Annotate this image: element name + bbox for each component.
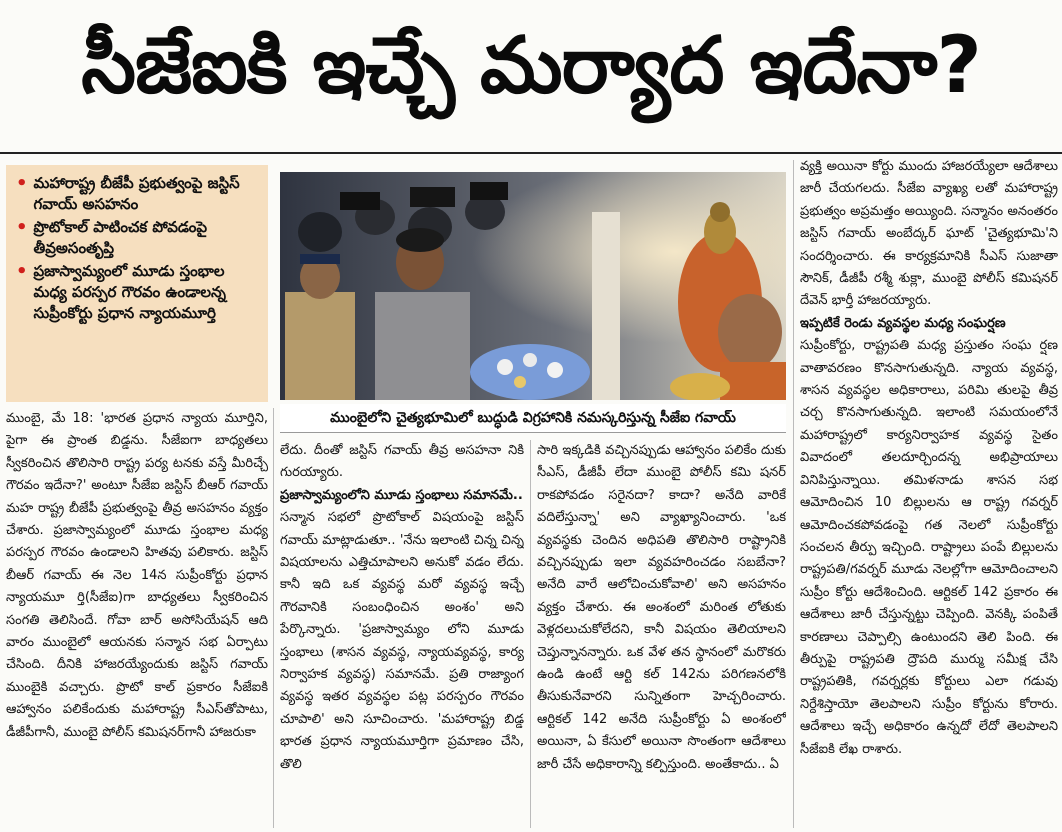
bullet-icon: • [16, 173, 28, 194]
article-column-4 [800, 156, 1058, 830]
column-divider [273, 408, 274, 828]
article-column-1 [6, 408, 268, 830]
article-paragraph: లేదు. దీంతో జస్టిస్ గవాయ్ తీవ్ర అసహనా నికి గురయ్యారు. [280, 443, 524, 481]
photo-caption: ముంబైలోని చైత్యభూమిలో బుద్ధుడి విగ్రహానికి నమస్కరిస్తున్న సీజేఐ గవాయ్ [280, 404, 786, 433]
column-divider [793, 160, 794, 828]
article-paragraph: సారి ఇక్కడికి వచ్చినప్పుడు ఆహ్వానం పలికేం దుకు సీఎస్, డీజీపీ లేదా ముంబై పోలీస్ కమి షనర్ రాకపోవడం సరైనదా? కాదా? అనేది వారికే వదిలేస్తున్నా' అని వ్యాఖ్యానించారు. 'ఒక వ్యవస్థకు చెందిన అధిపతి తొలిసారి రాష్ట్రానికి వచ్చినప్పుడు ఇలా వ్యవహరించడం సబబేనా? అనేది వారే ఆలోచించుకోవాలి' అని అసహనం వ్యక్తం చేశారు. ఈ అంశంలో మరింత లోతుకు వెళ్లదలుచుకోలేదని, కానీ విషయం తెలియాలని చెప్తున్నానన్నారు. ఒక వేళ తన స్థానంలో మరొకరు ఉండి ఉంటే ఆర్టి కల్ 142ను పరిగణనలోకి తీసుకునేవారని సున్నితంగా హెచ్చరించారు. ఆర్టికల్ 142 అనేది సుప్రీంకోర్టు ఏ అంశంలో అయినా, ఏ కేసులో అయినా సొంతంగా ఆదేశాలు జారీ చేసే అధికారాన్ని కల్పిస్తుంది. అంతేకాదు.. ఏ [537, 443, 786, 772]
highlight-item [16, 261, 260, 324]
article-paragraph: సుప్రీంకోర్టు, రాష్ట్రపతి మధ్య ప్రస్తుతం సంఘ ర్షణ వాతావరణం కొనసాగుతున్నది. న్యాయ వ్యవస్థ, శాసన వ్యవస్థల అధికారాలు, పరిమి తులపై తీవ్ర చర్చ కొనసాగుతున్నది. ఇలాంటి సమయంలోనే మహారాష్ట్రలో కార్యనిర్వాహక వ్యవస్థ సైతం వివాదంలో తలదూర్చిందన్న అభిప్రాయాలు వినిపిస్తున్నాయి. తమిళనాడు శాసన సభ ఆమోదించిన 10 బిల్లులను ఆ రాష్ట్ర గవర్నర్ ఆమోదించకపోవడంపై గత నెలలో సుప్రీంకోర్టు సంచలన తీర్పు ఇచ్చింది. రాష్ట్రాలు పంపే బిల్లులను రాష్ట్రపతి/గవర్నర్ మూడు నెలల్లోగా ఆమోదించాలని సుప్రీం కోర్టు ఆదేశించింది. ఆర్టికల్ 142 ప్రకారం ఈ ఆదేశాలు జారీ చేస్తున్నట్టు చెప్పింది. వెనక్కి పంపితే కారణాలు చెప్పాల్సి ఉంటుందని తెలి పింది. ఈ తీర్పుపై రాష్ట్రపతి ద్రౌపది ముర్ము సమీక్ష చేసి రాష్ట్రపతికి, గవర్నర్లకు కోర్టులు ఎలా గడువు నిర్దేశిస్తాయో తెలపాలని సుప్రీం కోర్టును కోరారు. ఆదేశాలు ఇచ్చే అధికారం ఉన్నదో లేదో తెలపాలని సీజేఐకి లేఖ రాశారు. [800, 338, 1058, 757]
highlight-text: ప్రొటోకాల్ పాటించక పోవడంపై తీవ్రఅసంతృప్తి [33, 218, 208, 257]
headline-rule [0, 152, 1062, 154]
highlight-text: ప్రజాస్వామ్యంలో మూడు స్తంభాల మధ్య పరస్పర గౌరవం ఉండాలన్న సుప్రీంకోర్టు ప్రధాన న్యాయమూర్తి [33, 262, 226, 322]
headline: సీజేఐకి ఇచ్చే మర్యాద ఇదేనా? [81, 20, 981, 111]
article-column-2 [280, 440, 524, 830]
article-paragraph: వ్యక్తి అయినా కోర్టు ముందు హాజరయ్యేలా ఆదేశాలు జారీ చేయగలదు. సీజేఐ వ్యాఖ్య లతో మహారాష్ట్ర ప్రభుత్వం అప్రమత్తం అయ్యింది. సన్మానం అనంతరం జస్టిస్ గవాయ్ అంబేద్కర్ ఘాట్ 'చైత్యభూమి'ని సందర్శించారు. ఈ కార్యక్రమానికి సీఎస్ సుజాతా సౌనిక్, డీజీపీ రశ్మీ శుక్లా, ముంబై పోలీస్ కమిషనర్ దేవెన్ భార్తీ హాజరయ్యారు. [800, 159, 1058, 309]
highlight-text: మహారాష్ట్ర బీజేపీ ప్రభుత్వంపై జస్టిస్ గవాయ్ అసహనం [33, 174, 240, 213]
bullet-icon: • [16, 217, 28, 238]
photo-illustration [280, 172, 786, 400]
article-column-3 [537, 440, 786, 830]
news-photo [280, 172, 786, 400]
article-paragraph: సన్మాన సభలో ప్రొటోకాల్ విషయంపై జస్టిస్ గవాయ్ మాట్లాడుతూ.. 'నేను ఇలాంటి చిన్న చిన్న విషయాలను ఎత్తిచూపాలని అనుకో వడం లేదు. కానీ ఇది ఒక వ్యవస్థ మరో వ్యవస్థ ఇచ్చే గౌరవానికి సంబంధించిన అంశం' అని పేర్కొన్నారు. 'ప్రజాస్వామ్యం లోని మూడు స్తంభాలు (శాసన వ్యవస్థ, న్యాయవ్యవస్థ, కార్య నిర్వాహక వ్యవస్థ) సమానమే. ప్రతి రాజ్యాంగ వ్యవస్థ ఇతర వ్యవస్థల పట్ల పరస్పరం గౌరవం చూపాలి' అని సూచించారు. 'మహారాష్ట్ర బిడ్డ భారత ప్రధాన న్యాయమూర్తిగా ప్రమాణం చేసి, తొలి [280, 510, 524, 772]
highlight-item [16, 217, 260, 259]
article-paragraph: ముంబై, మే 18: 'భారత ప్రధాన న్యాయ మూర్తిని, పైగా ఈ ప్రాంత బిడ్డను. సీజేఐగా బాధ్యతలు స్వీకరించిన తొలిసారి రాష్ట్ర పర్య టనకు వస్తే మీరిచ్చే గౌరవం ఇదేనా?' అంటూ సీజేఐ జస్టిస్ బీఆర్ గవాయ్ మహ రాష్ట్ర బీజేపీ ప్రభుత్వంపై తీవ్ర అసహనం వ్యక్తం చేశారు. ప్రజాస్వామ్యంలో మూడు స్తంభాల మధ్య పరస్పర గౌరవం ఉండాలని హితవు పలికారు. జస్టిస్ బీఆర్ గవాయ్ ఈ నెల 14న సుప్రీంకోర్టు ప్రధాన న్యాయమూ ర్తి(సీజేఐ)గా బాధ్యతలు స్వీకరించిన సంగతి తెలిసిందే. గోవా బార్ అసోసియేషన్ ఆది వారం ముంబైలో ఆయనకు సన్మాన సభ ఏర్పాటు చేసింది. దీనికి హాజరయ్యేందుకు జస్టిస్ గవాయ్ ముంబైకి వచ్చారు. ప్రొటో కాల్ ప్రకారం సీజేఐకి ఆహ్వానం పలికేందుకు మహారాష్ట్ర సీఎస్‌తోపాటు, డీజీపీగానీ, ముంబై పోలీస్ కమిషనర్‌గానీ హాజరుకా [6, 411, 268, 740]
section-subheading: ప్రజాస్వామ్యంలోని మూడు స్తంభాలు సమానమే.. [280, 487, 523, 503]
highlights-box [6, 165, 268, 402]
column-divider [530, 440, 531, 828]
highlight-item [16, 173, 260, 215]
section-subheading: ఇప్పటికే రెండు వ్యవస్థల మధ్య సంఘర్షణ [800, 315, 1006, 331]
bullet-icon: • [16, 261, 28, 282]
